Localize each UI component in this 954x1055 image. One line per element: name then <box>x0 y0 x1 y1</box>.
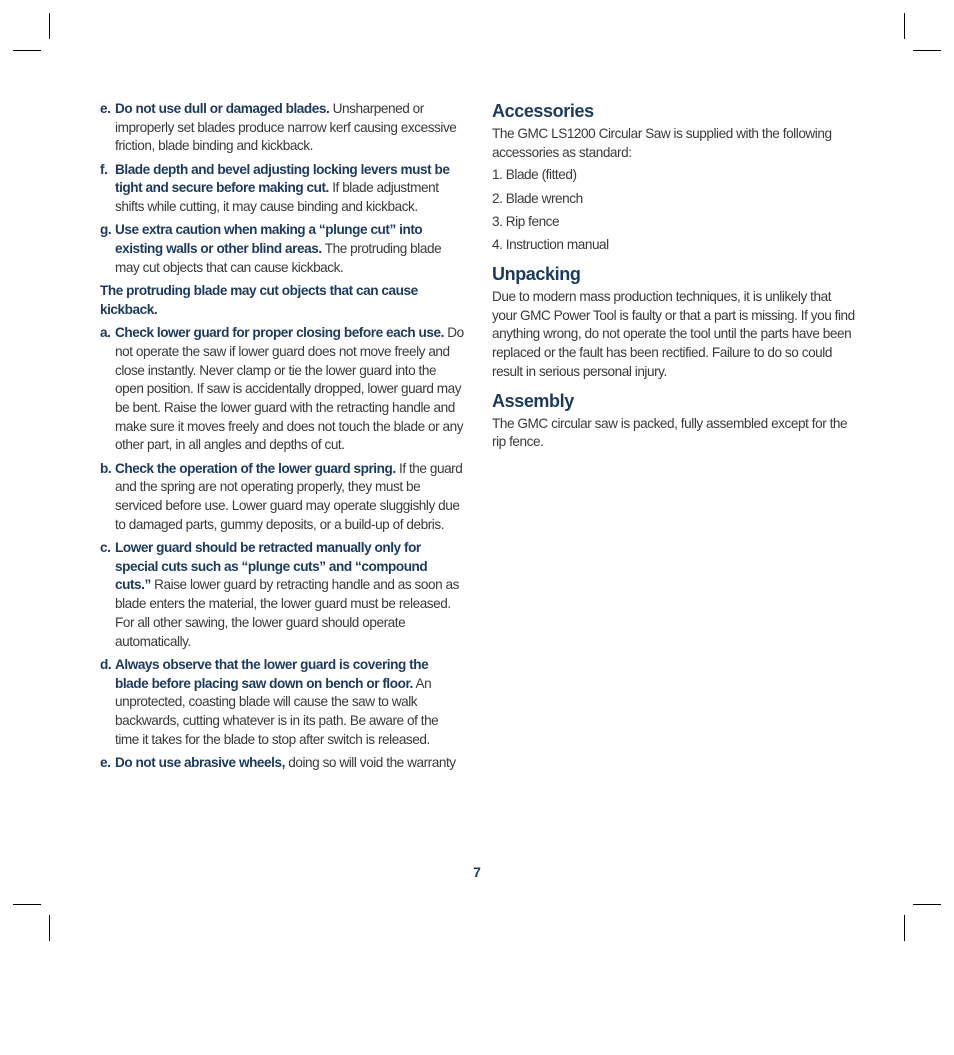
assembly-heading: Assembly <box>492 390 574 411</box>
item-text: If blade adjustment shifts while cutting, it may cause binding and kickback. <box>115 180 439 215</box>
item-lead: Use extra caution when making a “plunge cut” into existing walls or other blind areas. <box>115 222 423 257</box>
accessories-section <box>492 100 857 255</box>
item-text: Raise lower guard by retracting handle and as soon as blade enters the material, the lower guard must be released. For all other sawing, the lower guard should operate automatically. <box>115 577 460 649</box>
crop-mark <box>913 50 941 51</box>
item-lead: Always observe that the lower guard is covering the blade before placing saw down on bench or floor. <box>115 656 429 691</box>
item-lead: Do not use abrasive wheels, <box>115 754 285 770</box>
item-text: Unsharpened or improperly set blades produce narrow kerf causing excessive friction, blade binding and kickback. <box>115 101 457 154</box>
item-lead: Do not use dull or damaged blades. <box>115 101 330 116</box>
item-letter: a. <box>100 325 111 341</box>
item-text: The protruding blade may cut objects that can cause kickback. <box>115 241 442 275</box>
unpacking-text: Due to modern mass production techniques, it is unlikely that your GMC Power Tool is faulty or that a part is missing. If you find anything wrong, do not operate the tool until the parts have been replaced or the fault has been rectified. Failure to do so could result in serious personal injury. <box>492 289 855 379</box>
page-number: 7 <box>473 864 481 880</box>
item-letter: e. <box>100 754 111 770</box>
crop-mark <box>904 915 905 941</box>
item-letter: g. <box>100 222 112 238</box>
safety-column <box>100 100 464 777</box>
list-item <box>100 460 464 535</box>
item-text: If the guard and the spring are not operating properly, they must be serviced before use. Lower guard may operate sluggishly due to damaged parts, gummy deposits, or a build-up of debris. <box>115 460 463 532</box>
safety-items-after <box>100 324 464 773</box>
crop-mark <box>13 50 41 51</box>
unpacking-section <box>492 263 857 382</box>
assembly-section <box>492 390 857 452</box>
kickback-warning: The protruding blade may cut objects that can cause kickback. <box>100 283 418 317</box>
accessories-list <box>492 166 857 255</box>
list-item: 4. Instruction manual <box>492 237 609 253</box>
safety-items-before <box>100 100 464 278</box>
list-item <box>100 656 464 750</box>
list-item: 3. Rip fence <box>492 214 560 229</box>
assembly-text: The GMC circular saw is packed, fully assembled except for the rip fence. <box>492 415 848 450</box>
unpacking-heading: Unpacking <box>492 264 581 284</box>
accessories-intro: The GMC LS1200 Circular Saw is supplied with the following accessories as standard: <box>492 126 832 160</box>
item-letter: d. <box>100 656 112 672</box>
list-item <box>100 161 464 217</box>
info-column <box>492 100 857 452</box>
item-lead: Check the operation of the lower guard spring. <box>115 460 396 476</box>
item-lead: Check lower guard for proper closing before each use. <box>115 325 444 341</box>
list-item: 2. Blade wrench <box>492 190 583 206</box>
item-letter: e. <box>100 101 111 116</box>
list-item <box>100 221 464 277</box>
item-text: Do not operate the saw if lower guard does not move freely and close instantly. Never clamp or tie the lower guard into the open position. If saw is accidentally dropped, lower guard may be bent. Raise the lower guard with the retracting handle and make sure it moves freely and does not touch the blade or any other part, in all angles and depths of cut. <box>115 325 464 453</box>
item-letter: f. <box>100 161 108 177</box>
crop-mark <box>904 13 905 39</box>
crop-mark <box>49 915 50 941</box>
item-text: doing so will void the warranty <box>284 754 456 770</box>
list-item <box>100 539 464 651</box>
item-letter: c. <box>100 540 111 556</box>
crop-mark <box>49 13 50 39</box>
list-item <box>100 324 464 455</box>
accessories-heading: Accessories <box>492 101 594 121</box>
item-lead: Lower guard should be retracted manually only for special cuts such as “plunge cuts” and “compound cuts.” <box>115 540 428 593</box>
item-lead: Blade depth and bevel adjusting locking levers must be tight and secure before making cut. <box>115 161 450 196</box>
item-letter: b. <box>100 460 112 476</box>
list-item: 1. Blade (fitted) <box>492 167 577 183</box>
list-item <box>100 100 464 156</box>
crop-mark <box>13 904 41 905</box>
list-item <box>100 754 464 773</box>
crop-mark <box>913 904 941 905</box>
item-text: An unprotected, coasting blade will cause the saw to walk backwards, cutting whatever is in its path. Be aware of the time it takes for the blade to stop after switch is released. <box>115 675 439 747</box>
